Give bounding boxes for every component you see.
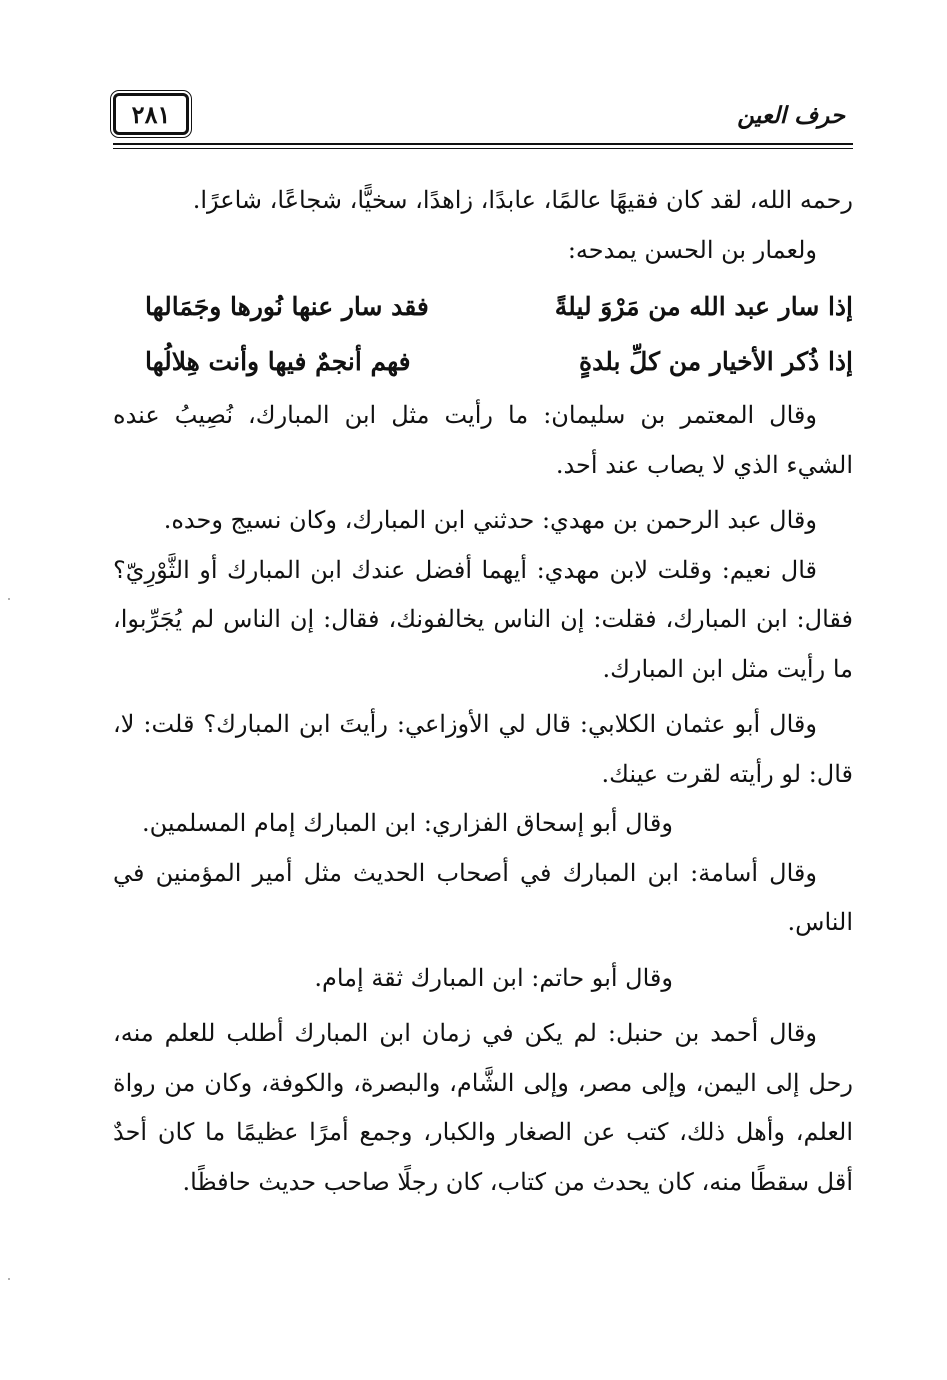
poem-verses	[113, 279, 853, 389]
page-number: ٢٨١	[131, 99, 171, 129]
paragraph-4: وقال عبد الرحمن بن مهدي: حدثني ابن المبارك، وكان نسيج وحده.	[163, 506, 817, 534]
scan-speck	[8, 1278, 10, 1280]
verse-1-first-hemistich: إذا سار عبد الله من مَرْوَ ليلةً	[554, 292, 853, 321]
page-number-box	[113, 93, 189, 135]
verse-1-second-hemistich: فقد سار عنها نُورها وجَمَالها	[145, 292, 429, 321]
paragraph-2: ولعمار بن الحسن يمدحه:	[567, 235, 817, 264]
verse-2-first-hemistich: إذا ذُكر الأخيار من كلِّ بلدةٍ	[579, 347, 853, 376]
paragraph-10: وقال أحمد بن حنبل: لم يكن في زمان ابن المبارك أطلب للعلم منه، رحل إلى اليمن، وإلى مصر، وإلى الشَّام، والبصرة، والكوفة، وكان من رواة العلم، وأهل ذلك، كتب عن الصغار والكبار، وجمع أمرًا عظيمًا ما كان أحدٌ أقل سقطًا منه، كان يحدث من كتاب، كان رجلًا صاحب حديث حافظًا.	[113, 1019, 853, 1196]
chapter-title: حرف العين	[737, 102, 845, 129]
scan-speck	[8, 598, 10, 600]
paragraph-3: وقال المعتمر بن سليمان: ما رأيت مثل ابن المبارك، نُصِيبُ عنده الشيء الذي لا يصاب عند أحد.	[113, 401, 853, 479]
header-rule-thin	[113, 148, 853, 149]
verse-line-1	[113, 279, 853, 334]
paragraph-5: قال نعيم: وقلت لابن مهدي: أيهما أفضل عندك ابن المبارك أو الثَّوْرِيّ؟ فقال: ابن المبارك، فقلت: إن الناس يخالفونك، فقال: إن الناس لم يُجَرِّبوا، ما رأيت مثل ابن المبارك.	[113, 555, 853, 683]
page-header	[113, 88, 853, 158]
paragraph-7: وقال أبو إسحاق الفزاري: ابن المبارك إمام المسلمين.	[142, 809, 673, 837]
verse-line-2	[113, 334, 853, 389]
header-rule-thick	[113, 143, 853, 145]
paragraph-9: وقال أبو حاتم: ابن المبارك ثقة إمام.	[314, 963, 673, 992]
verse-2-second-hemistich: فهم أنجمٌ فيها وأنت هِلالُها	[145, 347, 411, 376]
paragraph-1: رحمه الله، لقد كان فقيهًا عالمًا، عابدًا، زاهدًا، سخيًّا، شجاعًا، شاعرًا.	[192, 186, 853, 214]
page-body	[113, 176, 853, 1207]
paragraph-8: وقال أسامة: ابن المبارك في أصحاب الحديث مثل أمير المؤمنين في الناس.	[113, 858, 853, 936]
paragraph-6: وقال أبو عثمان الكلابي: قال لي الأوزاعي: رأيتَ ابن المبارك؟ قلت: لا، قال: لو رأيته لقرت عينك.	[113, 710, 853, 788]
